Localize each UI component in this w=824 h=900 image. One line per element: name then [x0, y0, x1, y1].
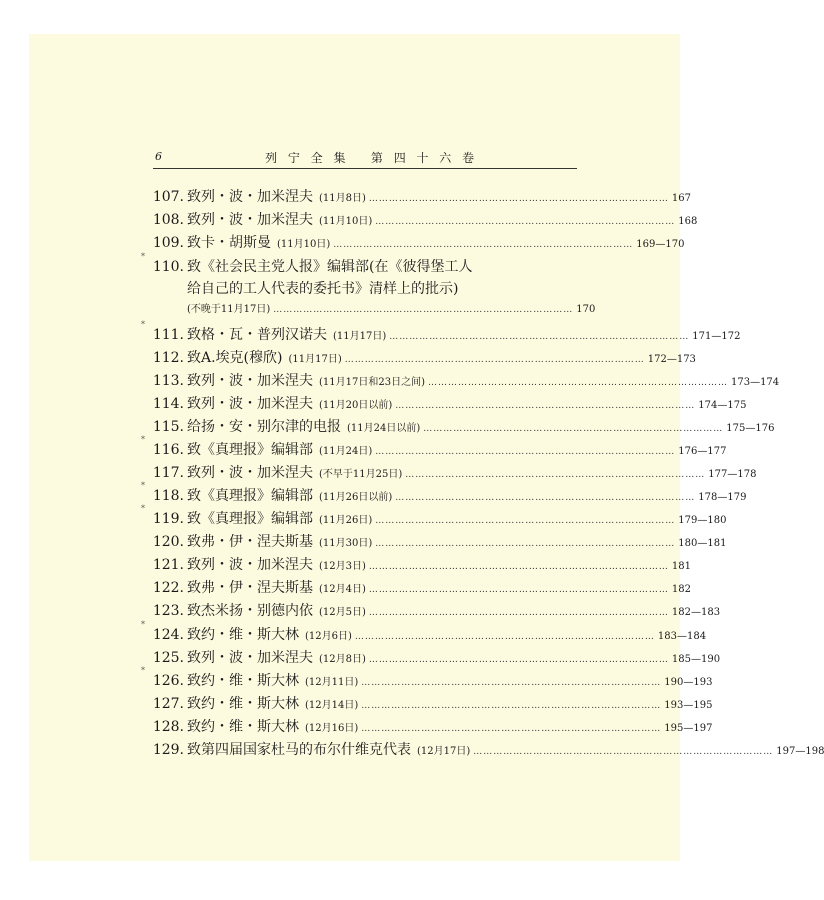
entry-number: 121.	[152, 557, 184, 573]
entry-title: 致列・波・加米涅夫	[187, 396, 313, 412]
toc-entry	[140, 462, 757, 484]
toc-entry	[140, 600, 721, 622]
entry-pages: 181	[671, 561, 691, 572]
toc-entry	[140, 209, 698, 231]
entry-number: 111.	[152, 327, 184, 343]
toc-entry	[140, 370, 780, 392]
entry-title: 给扬・安・别尔津的电报	[187, 419, 341, 435]
toc-entry	[140, 481, 747, 507]
entry-title: 致列・波・加米涅夫	[187, 212, 313, 228]
entry-pages: 182—183	[671, 607, 721, 618]
entry-date: (11月20日以前)	[319, 400, 393, 411]
entry-pages: 177—178	[708, 469, 757, 480]
entry-number: 126.	[152, 673, 184, 689]
entry-title: 致列・波・加米涅夫	[187, 557, 313, 573]
entry-number: 107.	[152, 189, 184, 205]
asterisk-mark: *	[141, 504, 145, 513]
entry-number: 113.	[152, 373, 184, 389]
entry-number: 125.	[152, 650, 184, 666]
toc-entry	[140, 504, 727, 530]
entry-title: 致《真理报》编辑部	[187, 511, 313, 527]
entry-date: (12月5日)	[319, 607, 366, 618]
entry-title: 致弗・伊・涅夫斯基	[187, 580, 313, 596]
entry-pages: 174—175	[698, 400, 747, 411]
toc-entry	[140, 577, 691, 599]
entry-title: 致约・维・斯大林	[187, 627, 299, 643]
entry-number: 129.	[152, 742, 184, 758]
entry-title: 致约・维・斯大林	[187, 673, 299, 689]
page-header	[153, 148, 577, 169]
entry-number: 122.	[152, 580, 184, 596]
entry-pages: 173—174	[730, 377, 780, 388]
entry-date: (12月14日)	[305, 700, 359, 711]
asterisk-mark: *	[141, 320, 145, 329]
entry-date: (11月26日以前)	[319, 492, 393, 503]
entry-date: (11月30日)	[319, 538, 373, 549]
entry-date: (11月17日)	[288, 354, 342, 365]
entry-title: 致A.埃克(穆欣)	[187, 350, 283, 366]
entry-pages: 185—190	[671, 654, 721, 665]
page-number: 6	[155, 150, 162, 163]
dot-leader: ………………………………………………………………………………	[395, 493, 696, 503]
entry-pages: 193—195	[664, 700, 713, 711]
running-title: 列宁全集 第四十六卷	[265, 151, 485, 165]
entry-pages: 183—184	[657, 631, 707, 642]
entry-number: 119.	[152, 511, 184, 527]
asterisk-mark: *	[141, 666, 145, 675]
dot-leader: ………………………………………………………………………………	[354, 632, 655, 642]
entry-title: 致第四届国家杜马的布尔什维克代表	[187, 742, 411, 758]
entry-title: 致格・瓦・普列汉诺夫	[187, 327, 327, 343]
entry-number: 116.	[152, 442, 184, 458]
dot-leader: ………………………………………………………………………………	[427, 378, 728, 388]
dot-leader: ………………………………………………………………………………	[333, 240, 634, 250]
toc-entry	[140, 716, 713, 738]
entry-pages: 195—197	[664, 723, 713, 734]
entry-date: (11月24日以前)	[347, 423, 421, 434]
entry-pages: 175—176	[726, 423, 775, 434]
entry-date: (12月4日)	[319, 584, 366, 595]
dot-leader: ………………………………………………………………………………	[395, 401, 696, 411]
entry-title: 致约・维・斯大林	[187, 696, 299, 712]
entry-title: 致《真理报》编辑部	[187, 442, 313, 458]
entry-pages: 172—173	[647, 354, 696, 365]
entry-title: 致约・维・斯大林	[187, 719, 299, 735]
entry-pages: 170	[576, 304, 596, 315]
entry-number: 115.	[152, 419, 184, 435]
dot-leader: ………………………………………………………………………………	[375, 447, 676, 457]
toc-entry	[140, 435, 727, 461]
entry-title: 致列・波・加米涅夫	[187, 465, 313, 481]
entry-pages: 167	[671, 193, 691, 204]
entry-pages: 171—172	[692, 331, 741, 342]
dot-leader: ………………………………………………………………………………	[368, 585, 669, 595]
entry-title: 致列・波・加米涅夫	[187, 650, 313, 666]
entry-pages: 178—179	[698, 492, 747, 503]
toc-entry	[140, 232, 685, 254]
entry-number: 117.	[152, 465, 184, 481]
entry-date: (12月6日)	[305, 631, 352, 642]
entry-date: (12月3日)	[319, 561, 366, 572]
toc-entry	[140, 416, 775, 438]
dot-leader: ………………………………………………………………………………	[361, 701, 662, 711]
dot-leader: ………………………………………………………………………………	[473, 747, 774, 757]
entry-pages: 180—181	[678, 538, 727, 549]
dot-leader: ………………………………………………………………………………	[368, 194, 669, 204]
entry-number: 110.	[152, 259, 184, 275]
entry-date: (不早于11月25日)	[319, 469, 403, 480]
entry-pages: 197—198	[776, 746, 824, 757]
dot-leader: ………………………………………………………………………………	[375, 539, 676, 549]
entry-date: (11月17日和23日之间)	[319, 377, 425, 388]
entry-title-continued: 给自己的工人代表的委托书》清样上的批示)	[187, 281, 459, 297]
asterisk-mark: *	[141, 252, 145, 261]
dot-leader: ………………………………………………………………………………	[361, 724, 662, 734]
dot-leader: ………………………………………………………………………………	[273, 305, 574, 315]
entry-number: 128.	[152, 719, 184, 735]
entry-title: 致《真理报》编辑部	[187, 488, 313, 504]
dot-leader: ………………………………………………………………………………	[405, 470, 706, 480]
entry-date: (12月16日)	[305, 723, 359, 734]
entry-date: (11月24日)	[319, 446, 373, 457]
dot-leader: ………………………………………………………………………………	[361, 678, 662, 688]
toc-entry	[140, 693, 713, 715]
dot-leader: ………………………………………………………………………………	[368, 608, 669, 618]
toc-entry	[140, 554, 691, 576]
entry-pages: 179—180	[678, 515, 727, 526]
entry-number: 120.	[152, 534, 184, 550]
toc-entry-date-line	[187, 300, 596, 322]
dot-leader: ………………………………………………………………………………	[344, 355, 645, 365]
dot-leader: ………………………………………………………………………………	[423, 424, 724, 434]
entry-pages: 168	[678, 216, 698, 227]
dot-leader: ………………………………………………………………………………	[375, 217, 676, 227]
entry-date: (11月8日)	[319, 193, 366, 204]
entry-title: 致卡・胡斯曼	[187, 235, 271, 251]
entry-date: (11月10日)	[277, 239, 331, 250]
entry-pages: 182	[671, 584, 691, 595]
asterisk-mark: *	[141, 435, 145, 444]
entry-title: 致列・波・加米涅夫	[187, 189, 313, 205]
entry-number: 112.	[152, 350, 184, 366]
entry-pages: 190—193	[664, 677, 713, 688]
entry-title: 致列・波・加米涅夫	[187, 373, 313, 389]
entry-pages: 176—177	[678, 446, 727, 457]
entry-title: 致《社会民主党人报》编辑部(在《彼得堡工人	[187, 259, 473, 275]
toc-entry	[140, 252, 577, 278]
entry-date: (11月10日)	[319, 216, 373, 227]
entry-number: 109.	[152, 235, 184, 251]
toc-entry	[140, 531, 727, 553]
entry-number: 108.	[152, 212, 184, 228]
entry-pages: 169—170	[636, 239, 685, 250]
entry-number: 123.	[152, 603, 184, 619]
toc-entry	[140, 666, 713, 692]
entry-title: 致弗・伊・涅夫斯基	[187, 534, 313, 550]
toc-entry	[140, 620, 707, 646]
entry-title: 致杰米扬・别德内依	[187, 603, 313, 619]
entry-date: (12月8日)	[319, 654, 366, 665]
toc-entry	[140, 393, 747, 415]
toc-entry	[140, 186, 691, 208]
dot-leader: ………………………………………………………………………………	[368, 655, 669, 665]
entry-date: (12月17日)	[417, 746, 471, 757]
entry-number: 118.	[152, 488, 184, 504]
toc-entry	[140, 320, 741, 346]
entry-number: 124.	[152, 627, 184, 643]
entry-date: (11月26日)	[319, 515, 373, 526]
entry-date: (12月11日)	[305, 677, 359, 688]
dot-leader: ………………………………………………………………………………	[368, 562, 669, 572]
entry-date: (11月17日)	[333, 331, 387, 342]
entry-number: 114.	[152, 396, 184, 412]
dot-leader: ………………………………………………………………………………	[389, 332, 690, 342]
asterisk-mark: *	[141, 481, 145, 490]
entry-date: (不晚于11月17日)	[187, 304, 271, 315]
dot-leader: ………………………………………………………………………………	[375, 516, 676, 526]
toc-entry	[140, 739, 824, 761]
entry-number: 127.	[152, 696, 184, 712]
toc-entry	[140, 347, 696, 369]
toc-entry	[140, 647, 721, 669]
asterisk-mark: *	[141, 620, 145, 629]
